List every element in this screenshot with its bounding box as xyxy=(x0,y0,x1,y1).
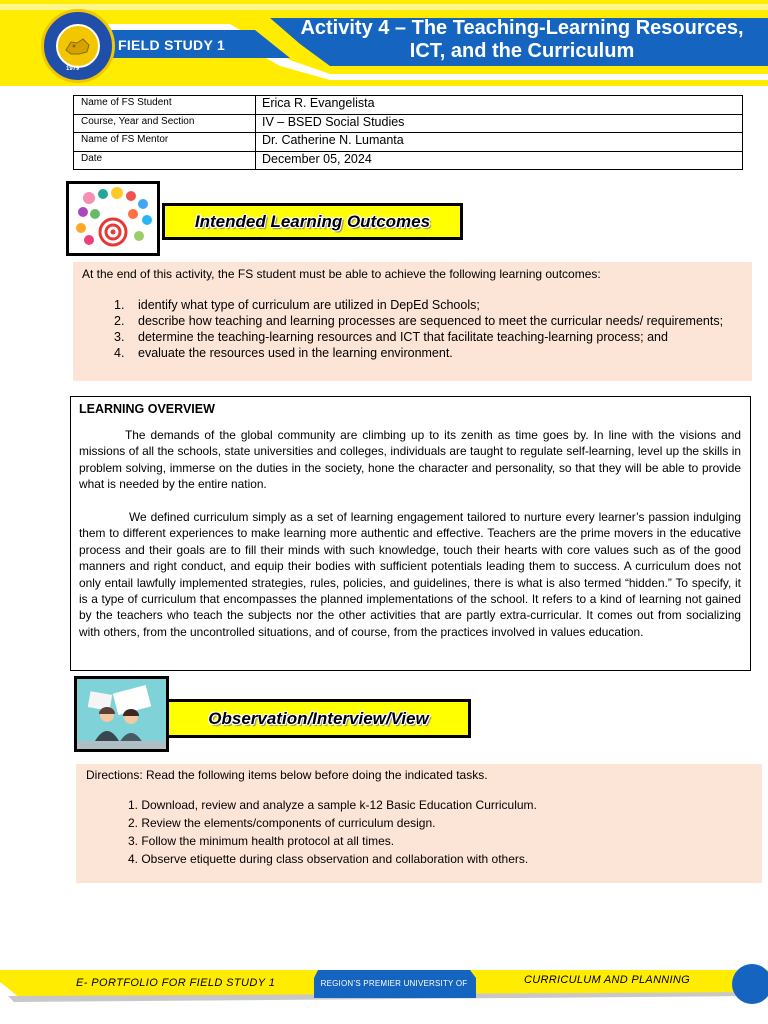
list-item xyxy=(114,345,723,361)
seal-year: 1979 xyxy=(66,66,80,72)
field-study-label: FIELD STUDY 1 xyxy=(118,37,226,53)
footer-middle-text: REGION’S PREMIER UNIVERSITY OF xyxy=(320,979,468,988)
page-footer xyxy=(0,962,768,1024)
info-label: Date xyxy=(74,151,256,170)
student-info-table xyxy=(73,95,743,170)
page-header xyxy=(0,0,768,92)
info-label: Course, Year and Section xyxy=(74,114,256,133)
list-text: identify what type of curriculum are utilized in DepEd Schools; xyxy=(138,298,480,312)
overview-paragraph-2: We defined curriculum simply as a set of learning engagement tailored to nurture every learner’s passion indulging them to different experiences to make learning more authentic and effective. Teachers are the prime movers in the educative process and their goals are to fill their minds with such knowledge, touch their hearts with core values such as of the good manners and right conduct, and equip their bodies with sufficient potentials leading them to success. A curriculum does not only entail lawfully implemented strategies, rules, policies, and guidelines, there is what is also termed “hidden.” To specify, it is a type of curriculum that encompasses the planned implementations of the school. It refers to a kind of learning not gained by the teachers who teach the subjects nor the other activities that are partly extra-curricular. It comes out from socializing with others, from the uncontrolled situations, and of course, from the practices involved in values education. xyxy=(79,510,741,639)
outcomes-banner xyxy=(162,203,463,240)
learning-target-icon-graphic xyxy=(69,184,157,253)
footer-left-text: E- PORTFOLIO FOR FIELD STUDY 1 xyxy=(76,977,276,989)
list-number: 3. xyxy=(114,330,125,344)
list-item xyxy=(114,297,723,313)
list-number: 2. xyxy=(114,314,125,328)
table-row xyxy=(74,114,743,133)
list-item: 2. Review the elements/components of curriculum design. xyxy=(128,816,436,830)
learning-overview-box xyxy=(70,396,751,671)
list-item: 1. Download, review and analyze a sample k-12 Basic Education Curriculum. xyxy=(128,798,537,812)
observation-banner-title: Observation/Interview/View xyxy=(208,709,429,728)
info-value: Dr. Catherine N. Lumanta xyxy=(256,133,743,152)
directions-list xyxy=(128,797,537,869)
list-text: determine the teaching-learning resources and ICT that facilitate teaching-learning process; and xyxy=(138,330,668,344)
observation-banner xyxy=(166,699,471,738)
table-row xyxy=(74,151,743,170)
info-value: Erica R. Evangelista xyxy=(256,96,743,115)
footer-background xyxy=(0,962,768,1024)
info-value: December 05, 2024 xyxy=(256,151,743,170)
outcomes-list xyxy=(114,297,723,361)
interview-people-icon-graphic xyxy=(77,679,166,749)
info-label: Name of FS Mentor xyxy=(74,133,256,152)
outcomes-intro: At the end of this activity, the FS student must be able to achieve the following learning outcomes: xyxy=(82,267,601,281)
learning-target-icon xyxy=(66,181,160,256)
activity-title xyxy=(282,17,762,63)
list-item: 4. Observe etiquette during class observation and collaboration with others. xyxy=(128,852,529,866)
list-number: 1. xyxy=(114,298,125,312)
interview-people-icon xyxy=(74,676,169,752)
footer-right-text: CURRICULUM AND PLANNING xyxy=(524,974,691,986)
activity-title-line1: Activity 4 – The Teaching-Learning Resources, xyxy=(300,17,744,39)
list-number: 4. xyxy=(114,346,125,360)
activity-title-line2: ICT, and the Curriculum xyxy=(409,40,635,62)
list-item: 3. Follow the minimum health protocol at all times. xyxy=(128,834,395,848)
list-item xyxy=(114,329,723,345)
outcomes-banner-title: Intended Learning Outcomes xyxy=(194,212,431,231)
table-row xyxy=(74,96,743,115)
info-label: Name of FS Student xyxy=(74,96,256,115)
list-text: describe how teaching and learning processes are sequenced to meet the curricular needs/ requirements; xyxy=(138,314,724,328)
list-item xyxy=(114,313,723,329)
directions-intro: Directions: Read the following items below before doing the indicated tasks. xyxy=(86,768,488,782)
university-seal xyxy=(41,9,115,83)
info-value: IV – BSED Social Studies xyxy=(256,114,743,133)
overview-title: LEARNING OVERVIEW xyxy=(79,402,215,416)
overview-paragraph-1: The demands of the global community are climbing up to its zenith as time goes by. In line with the visions and missions of all the schools, state universities and colleges, individuals are taught to regulate self-learning, level up the skills in problem solving, immerse on the duties in the society, hone the character and personality, so that they will be able to provide what is needed by the entire nation. xyxy=(79,428,741,492)
table-row xyxy=(74,133,743,152)
list-text: evaluate the resources used in the learning environment. xyxy=(138,346,453,360)
